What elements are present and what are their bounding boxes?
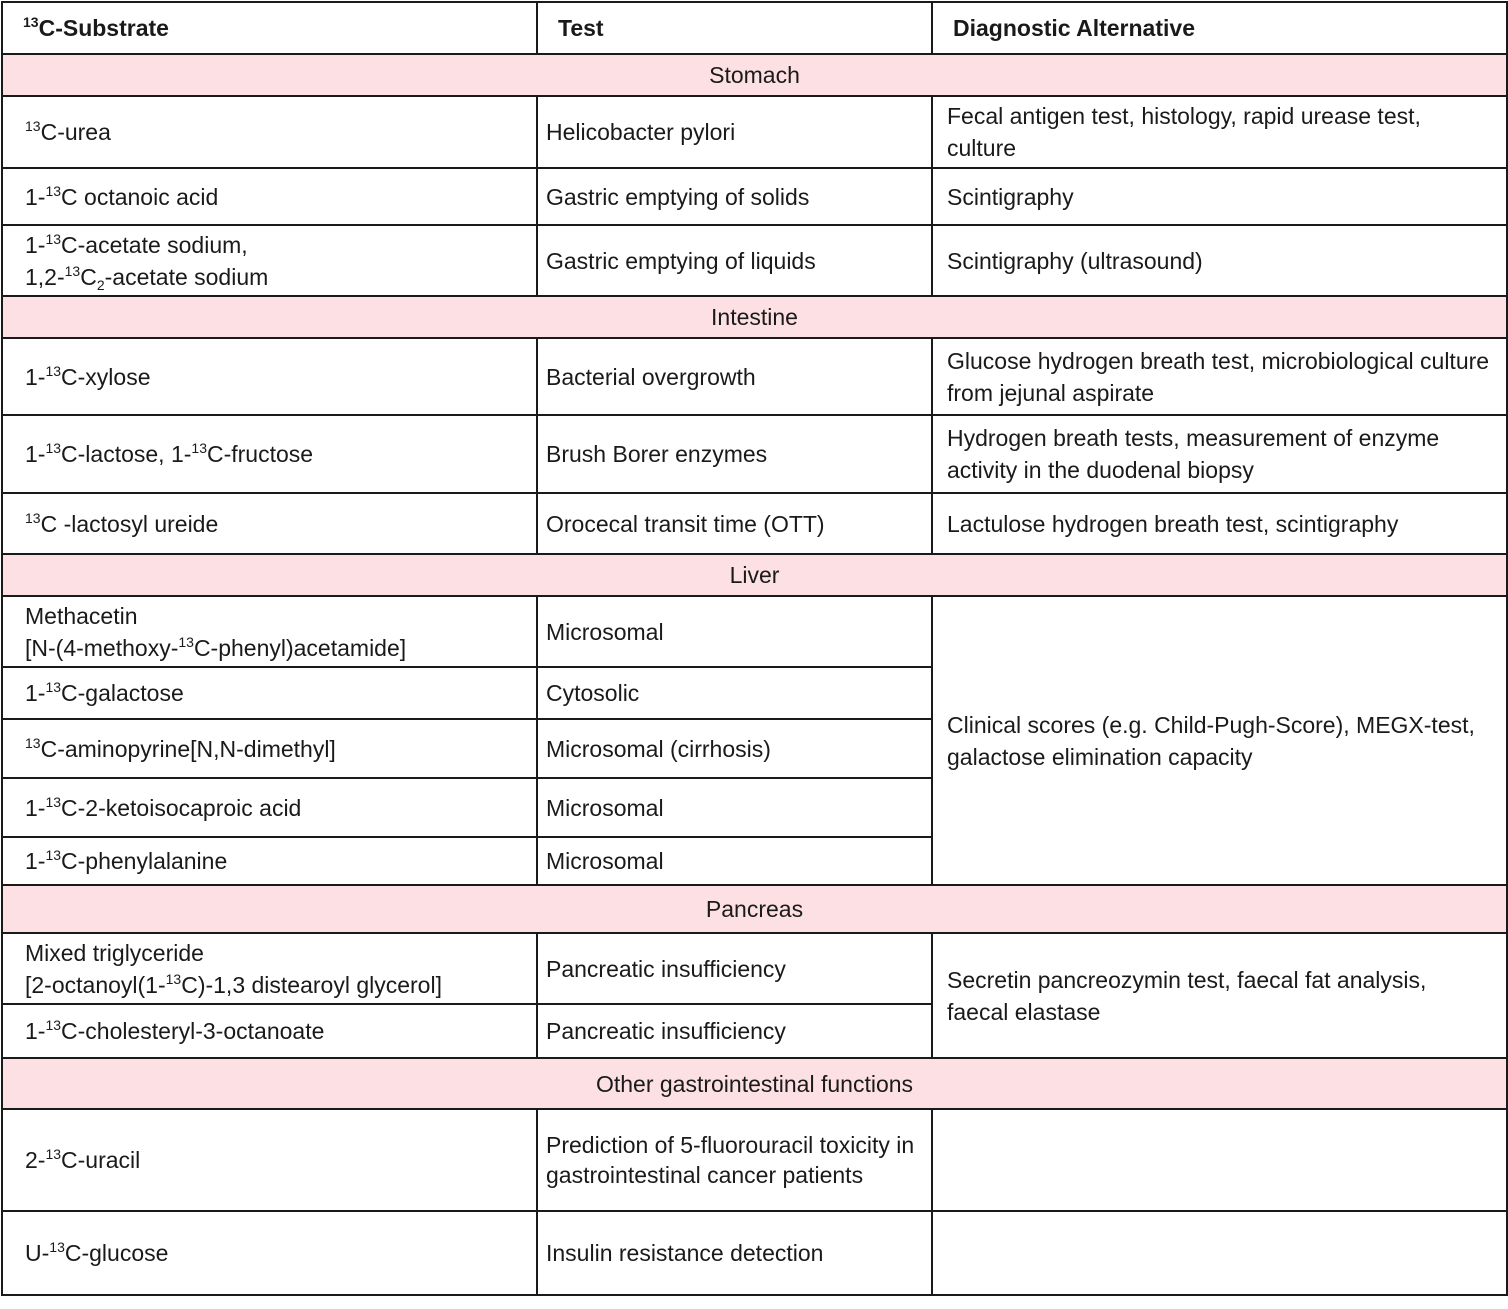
test-cell: Insulin resistance detection [537,1211,932,1295]
table-row [2,596,1507,667]
test-cell: Microsomal [537,596,932,667]
test-cell: Microsomal [537,778,932,837]
section-row-stomach [2,54,1507,96]
test-cell: Pancreatic insufficiency [537,933,932,1004]
test-cell: Gastric emptying of liquids [537,225,932,296]
table-row [2,415,1507,493]
substrate-cell: 1-$^{13}$C-lactose, 1-$^{13}$C-fructose [2,415,537,493]
table-row [2,933,1507,1004]
substrate-cell: $^{13}$C-urea [2,96,537,168]
table-header-row [2,2,1507,54]
test-cell: Prediction of 5-fluorouracil toxicity in gastrointestinal cancer patients [537,1109,932,1211]
substrate-cell: $^{13}$C-aminopyrine[N,N-dimethyl] [2,719,537,778]
alternative-cell-pancreas: Secretin pancreozymin test, faecal fat analysis, faecal elastase [932,933,1507,1058]
substrate-cell: 1-$^{13}$C-phenylalanine [2,837,537,885]
table-row [2,493,1507,554]
substrate-cell: 1-$^{13}$C-xylose [2,338,537,415]
header-test: Test [537,2,932,54]
alternative-cell-liver: Clinical scores (e.g. Child-Pugh-Score), MEGX-test, galactose elimination capacity [932,596,1507,885]
section-title-pancreas: Pancreas [2,885,1507,933]
section-title-stomach: Stomach [2,54,1507,96]
section-title-other: Other gastrointestinal functions [2,1058,1507,1109]
substrate-cell: 1-$^{13}$C-acetate sodium, $1,2-^{13}C_2$-acetate sodium [2,225,537,296]
substrate-cell: 1-$^{13}$C-2-ketoisocaproic acid [2,778,537,837]
section-row-intestine [2,296,1507,338]
alternative-cell: Fecal antigen test, histology, rapid urease test, culture [932,96,1507,168]
test-cell: Microsomal [537,837,932,885]
substrate-cell: Methacetin [N-(4-methoxy-$^{13}$C-phenyl)acetamide] [2,596,537,667]
test-cell: Bacterial overgrowth [537,338,932,415]
alternative-cell: Hydrogen breath tests, measurement of enzyme activity in the duodenal biopsy [932,415,1507,493]
substrate-cell: U-$^{13}$C-glucose [2,1211,537,1295]
section-row-pancreas [2,885,1507,933]
alternative-cell: Glucose hydrogen breath test, microbiological culture from jejunal aspirate [932,338,1507,415]
table-row [2,1109,1507,1211]
isotope-superscript: 13 [23,14,39,30]
alternative-cell [932,1211,1507,1295]
test-cell: Brush Borer enzymes [537,415,932,493]
substrate-cell: 1-$^{13}$C-cholesteryl-3-octanoate [2,1004,537,1058]
section-title-intestine: Intestine [2,296,1507,338]
alternative-cell: Lactulose hydrogen breath test, scintigraphy [932,493,1507,554]
substrate-cell: $^{13}$C -lactosyl ureide [2,493,537,554]
test-cell: Orocecal transit time (OTT) [537,493,932,554]
substrate-cell: 1-$^{13}$C octanoic acid [2,168,537,225]
section-row-other [2,1058,1507,1109]
test-cell: Cytosolic [537,667,932,719]
substrate-cell: 1-$^{13}$C-galactose [2,667,537,719]
substrate-table [1,1,1508,1296]
header-substrate-label: C-Substrate [38,15,169,41]
substrate-cell: 2-$^{13}$C-uracil [2,1109,537,1211]
test-cell: Microsomal (cirrhosis) [537,719,932,778]
alternative-cell [932,1109,1507,1211]
section-row-liver [2,554,1507,596]
table-row [2,338,1507,415]
substrate-cell: Mixed triglyceride [2-octanoyl(1-$^{13}$C)-1,3 distearoyl glycerol] [2,933,537,1004]
table-row [2,96,1507,168]
alternative-cell: Scintigraphy [932,168,1507,225]
test-cell: Helicobacter pylori [537,96,932,168]
table-row [2,225,1507,296]
table-row [2,1211,1507,1295]
section-title-liver: Liver [2,554,1507,596]
test-cell: Gastric emptying of solids [537,168,932,225]
header-diagnostic-alternative: Diagnostic Alternative [932,2,1507,54]
table-row [2,168,1507,225]
test-cell: Pancreatic insufficiency [537,1004,932,1058]
alternative-cell: Scintigraphy (ultrasound) [932,225,1507,296]
header-substrate [2,2,537,54]
